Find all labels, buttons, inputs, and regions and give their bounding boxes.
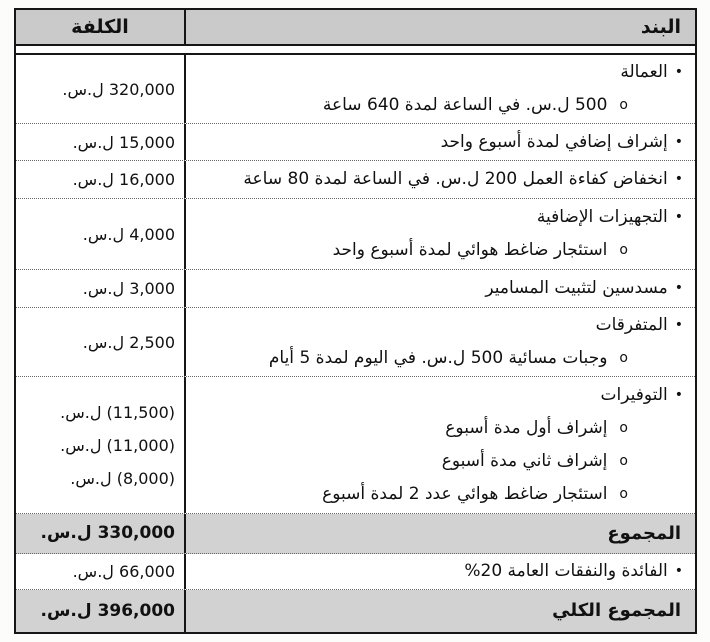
cost-cell	[16, 308, 184, 376]
cost-value: 16,000 ل.س.	[72, 170, 175, 189]
table-row	[16, 377, 695, 514]
total-row	[16, 514, 695, 554]
cost-cell	[16, 199, 184, 269]
item-cell	[184, 554, 695, 589]
cost-value: 3,000 ل.س.	[82, 279, 175, 298]
circle-bullet-icon: o	[619, 242, 628, 258]
cost-cell	[16, 377, 184, 513]
header-cost-column: الكلفة	[71, 16, 129, 38]
circle-bullet-icon: o	[619, 486, 628, 502]
cost-cell	[16, 55, 184, 123]
item-sub-line	[194, 478, 683, 511]
item-main-line	[194, 272, 683, 305]
circle-bullet-icon: o	[619, 453, 628, 469]
circle-bullet-icon: o	[619, 350, 628, 366]
bullet-icon: •	[674, 317, 683, 333]
cost-cell	[16, 270, 184, 307]
bullet-icon: •	[674, 563, 683, 579]
item-cell	[184, 377, 695, 513]
cost-value: 330,000 ل.س.	[40, 523, 175, 543]
cost-value: (8,000) ل.س.	[70, 468, 175, 488]
table-row	[16, 270, 695, 308]
table-body	[16, 55, 695, 632]
circle-bullet-icon: o	[619, 97, 628, 113]
item-cell	[184, 308, 695, 376]
item-sub-text: وجبات مسائية 500 ل.س. في اليوم لمدة 5 أيام	[268, 348, 608, 368]
circle-bullet-icon: o	[619, 420, 628, 436]
cost-cell	[16, 554, 184, 589]
item-main-line	[194, 126, 683, 159]
bullet-icon: •	[674, 64, 683, 80]
bullet-icon: •	[674, 387, 683, 403]
cost-value: 66,000 ل.س.	[72, 562, 175, 581]
cost-cell	[16, 161, 184, 198]
item-sub-text: استئجار ضاغط هوائي لمدة أسبوع واحد	[332, 240, 608, 260]
item-main-line	[194, 379, 683, 412]
header-item-column: البند	[184, 10, 695, 44]
table-row	[16, 308, 695, 377]
item-main-text: انخفاض كفاءة العمل 200 ل.س. في الساعة لمدة 80 ساعة	[243, 169, 668, 189]
cost-table	[14, 8, 697, 634]
item-main-text: الفائدة والنفقات العامة 20%	[464, 561, 668, 581]
item-cell	[184, 514, 695, 553]
cost-value: (11,000) ل.س.	[60, 435, 175, 455]
item-main-line	[194, 309, 683, 342]
total-label: المجموع	[607, 522, 681, 544]
table-row	[16, 554, 695, 590]
bullet-icon: •	[674, 171, 683, 187]
item-sub-line	[194, 445, 683, 478]
item-sub-text: استئجار ضاغط هوائي عدد 2 لمدة أسبوع	[322, 484, 608, 504]
item-main-text: إشراف إضافي لمدة أسبوع واحد	[440, 131, 668, 152]
item-main-text: مسدسين لتثبيت المسامير	[485, 278, 668, 298]
item-cell	[184, 270, 695, 307]
bullet-icon: •	[674, 209, 683, 225]
table-row	[16, 55, 695, 124]
item-main-text: التوفيرات	[600, 385, 668, 405]
item-main-line	[194, 56, 683, 89]
item-sub-line	[194, 234, 683, 267]
item-main-line	[194, 163, 683, 196]
cost-cell	[16, 590, 184, 632]
cost-cell	[16, 124, 184, 160]
cost-value: 2,500 ل.س.	[82, 332, 175, 352]
cost-value: 15,000 ل.س.	[72, 132, 175, 152]
table-row	[16, 199, 695, 270]
cost-value: (11,500) ل.س.	[60, 402, 175, 422]
table-row	[16, 161, 695, 199]
item-sub-line	[194, 342, 683, 375]
table-row	[16, 124, 695, 161]
table-header-row	[16, 10, 695, 46]
item-sub-line	[194, 89, 683, 122]
header-body-divider	[16, 46, 695, 55]
item-sub-text: إشراف ثاني مدة أسبوع	[441, 451, 608, 471]
total-label: المجموع الكلي	[552, 600, 681, 621]
cost-value: 396,000 ل.س.	[40, 600, 175, 621]
item-sub-line	[194, 412, 683, 445]
cost-value: 320,000 ل.س.	[62, 79, 175, 99]
total-row	[16, 590, 695, 632]
item-cell	[184, 161, 695, 198]
cost-cell	[16, 514, 184, 553]
item-main-line	[194, 201, 683, 234]
item-cell	[184, 199, 695, 269]
item-cell	[184, 124, 695, 160]
cost-value: 4,000 ل.س.	[82, 224, 175, 244]
item-main-text: المتفرقات	[595, 315, 668, 335]
item-cell	[184, 55, 695, 123]
item-sub-text: 500 ل.س. في الساعة لمدة 640 ساعة	[322, 95, 608, 115]
item-main-text: التجهيزات الإضافية	[536, 207, 668, 227]
item-main-text: العمالة	[620, 62, 668, 82]
bullet-icon: •	[674, 133, 683, 150]
item-sub-text: إشراف أول مدة أسبوع	[445, 418, 608, 438]
item-main-line	[194, 555, 683, 588]
bullet-icon: •	[674, 280, 683, 296]
item-cell	[184, 590, 695, 632]
